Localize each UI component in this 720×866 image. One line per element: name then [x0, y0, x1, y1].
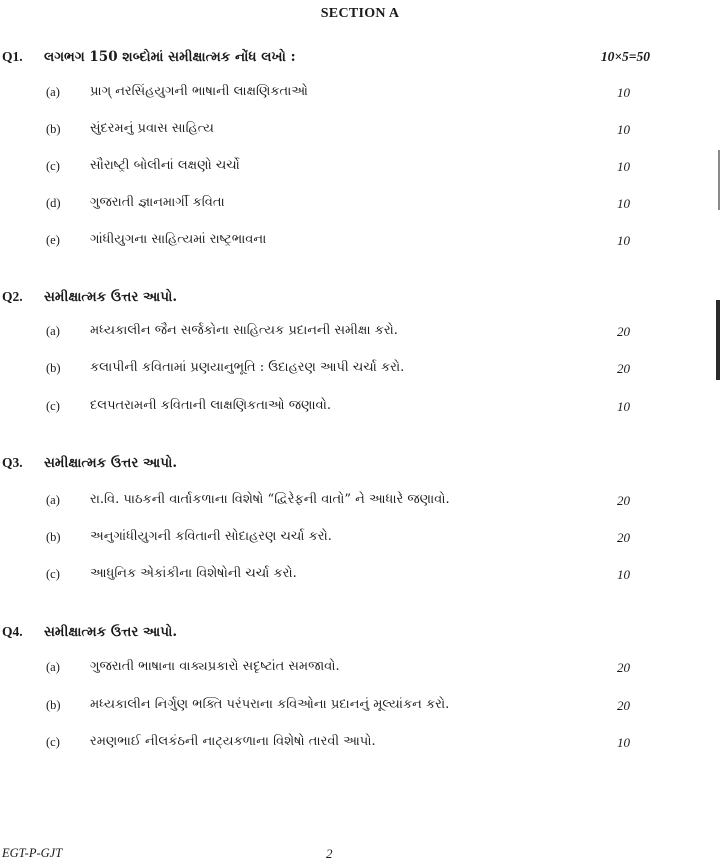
item-marks: 10 — [617, 159, 630, 174]
question-number: Q1. — [2, 49, 23, 64]
question-2-header — [0, 289, 700, 311]
item-marks: 10 — [617, 196, 630, 211]
question-item — [0, 566, 700, 588]
question-number: Q2. — [2, 289, 23, 304]
item-text: મધ્યકાલીન જૈન સર્જકોના સાહિત્યક પ્રદાનની સમીક્ષા કરો. — [90, 323, 398, 338]
item-text: ગુજરાતી ભાષાના વાક્યપ્રકારો સદૃષ્ટાંત સમજાવો. — [90, 659, 340, 674]
question-item — [0, 492, 700, 514]
item-label: (b) — [46, 698, 61, 712]
item-marks: 10 — [617, 567, 630, 582]
item-label: (a) — [46, 85, 60, 99]
question-text: લગભગ 150 શબ્દોમાં સમીક્ષાત્મક નોંધ લખો : — [44, 49, 296, 65]
question-item — [0, 323, 700, 345]
item-label: (a) — [46, 660, 60, 674]
scan-edge-mark — [716, 300, 720, 380]
section-title: SECTION A — [320, 6, 400, 21]
item-label: (a) — [46, 493, 60, 507]
item-marks: 20 — [617, 493, 630, 508]
paper-code: EGT-P-GJT — [2, 846, 63, 860]
item-marks: 20 — [617, 324, 630, 339]
item-text: રમણભાઈ નીલકંઠની નાટ્યકળાના વિશેષો તારવી આપો. — [90, 734, 376, 749]
item-text: મધ્યકાલીન નિર્ગુણ ભક્તિ પરંપરાના કવિઓના પ્રદાનનું મૂલ્યાંકન કરો. — [90, 697, 450, 712]
question-item — [0, 232, 700, 254]
item-label: (c) — [46, 159, 60, 173]
question-item — [0, 360, 700, 382]
item-text: ગાંધીયુગના સાહિત્યમાં રાષ્ટ્રભાવના — [90, 232, 267, 247]
item-text: આધુનિક એકાંકીના વિશેષોની ચર્ચા કરો. — [90, 566, 297, 581]
question-item — [0, 121, 700, 143]
item-text: અનુગાંધીયુગની કવિતાની સોદાહરણ ચર્ચા કરો. — [90, 529, 332, 544]
item-marks: 20 — [617, 698, 630, 713]
question-item — [0, 529, 700, 551]
item-text: દલપતરામની કવિતાની લાક્ષણિકતાઓ જણાવો. — [90, 398, 332, 413]
item-text: પ્રાગ્ નરસિંહયુગની ભાષાની લાક્ષણિકતાઓ — [90, 84, 308, 99]
item-label: (a) — [46, 324, 60, 338]
item-text: સુંદરમનું પ્રવાસ સાહિત્ય — [90, 121, 214, 136]
question-text: સમીક્ષાત્મક ઉત્તર આપો. — [44, 624, 178, 640]
question-item — [0, 158, 700, 180]
question-1-header — [0, 49, 700, 71]
question-number: Q3. — [2, 455, 23, 470]
item-label: (c) — [46, 567, 60, 581]
item-marks: 10 — [617, 735, 630, 750]
item-text: કલાપીની કવિતામાં પ્રણયાનુભૂતિ : ઉદાહરણ આપી ચર્ચા કરો. — [90, 360, 405, 375]
item-text: ગુજરાતી જ્ઞાનમાર્ગી કવિતા — [90, 195, 225, 210]
item-label: (e) — [46, 233, 60, 247]
item-marks: 10 — [617, 399, 630, 414]
item-label: (d) — [46, 196, 61, 210]
question-item — [0, 697, 700, 719]
question-3-header — [0, 455, 700, 477]
item-label: (c) — [46, 735, 60, 749]
item-marks: 20 — [617, 530, 630, 545]
question-item — [0, 659, 700, 681]
item-marks: 10 — [617, 85, 630, 100]
item-marks: 20 — [617, 361, 630, 376]
item-text: સૌરાષ્ટ્રી બોલીનાં લક્ષણો ચર્ચો — [90, 158, 240, 173]
item-marks: 20 — [617, 660, 630, 675]
question-marks: 10×5=50 — [600, 49, 650, 64]
question-number: Q4. — [2, 624, 23, 639]
item-text: રા.વિ. પાઠકની વાર્તાકળાના વિશેષો “દ્વિરેફની વાતો” ને આધારે જણાવો. — [90, 492, 450, 507]
question-text: સમીક્ષાત્મક ઉત્તર આપો. — [44, 289, 178, 305]
item-label: (b) — [46, 530, 61, 544]
item-label: (b) — [46, 122, 61, 136]
page-number: 2 — [326, 846, 333, 861]
item-marks: 10 — [617, 122, 630, 137]
question-item — [0, 398, 700, 420]
item-label: (b) — [46, 361, 61, 375]
question-4-header — [0, 624, 700, 646]
question-text: સમીક્ષાત્મક ઉત્તર આપો. — [44, 455, 178, 471]
item-label: (c) — [46, 399, 60, 413]
question-item — [0, 84, 700, 106]
question-item — [0, 734, 700, 756]
item-marks: 10 — [617, 233, 630, 248]
question-item — [0, 195, 700, 217]
